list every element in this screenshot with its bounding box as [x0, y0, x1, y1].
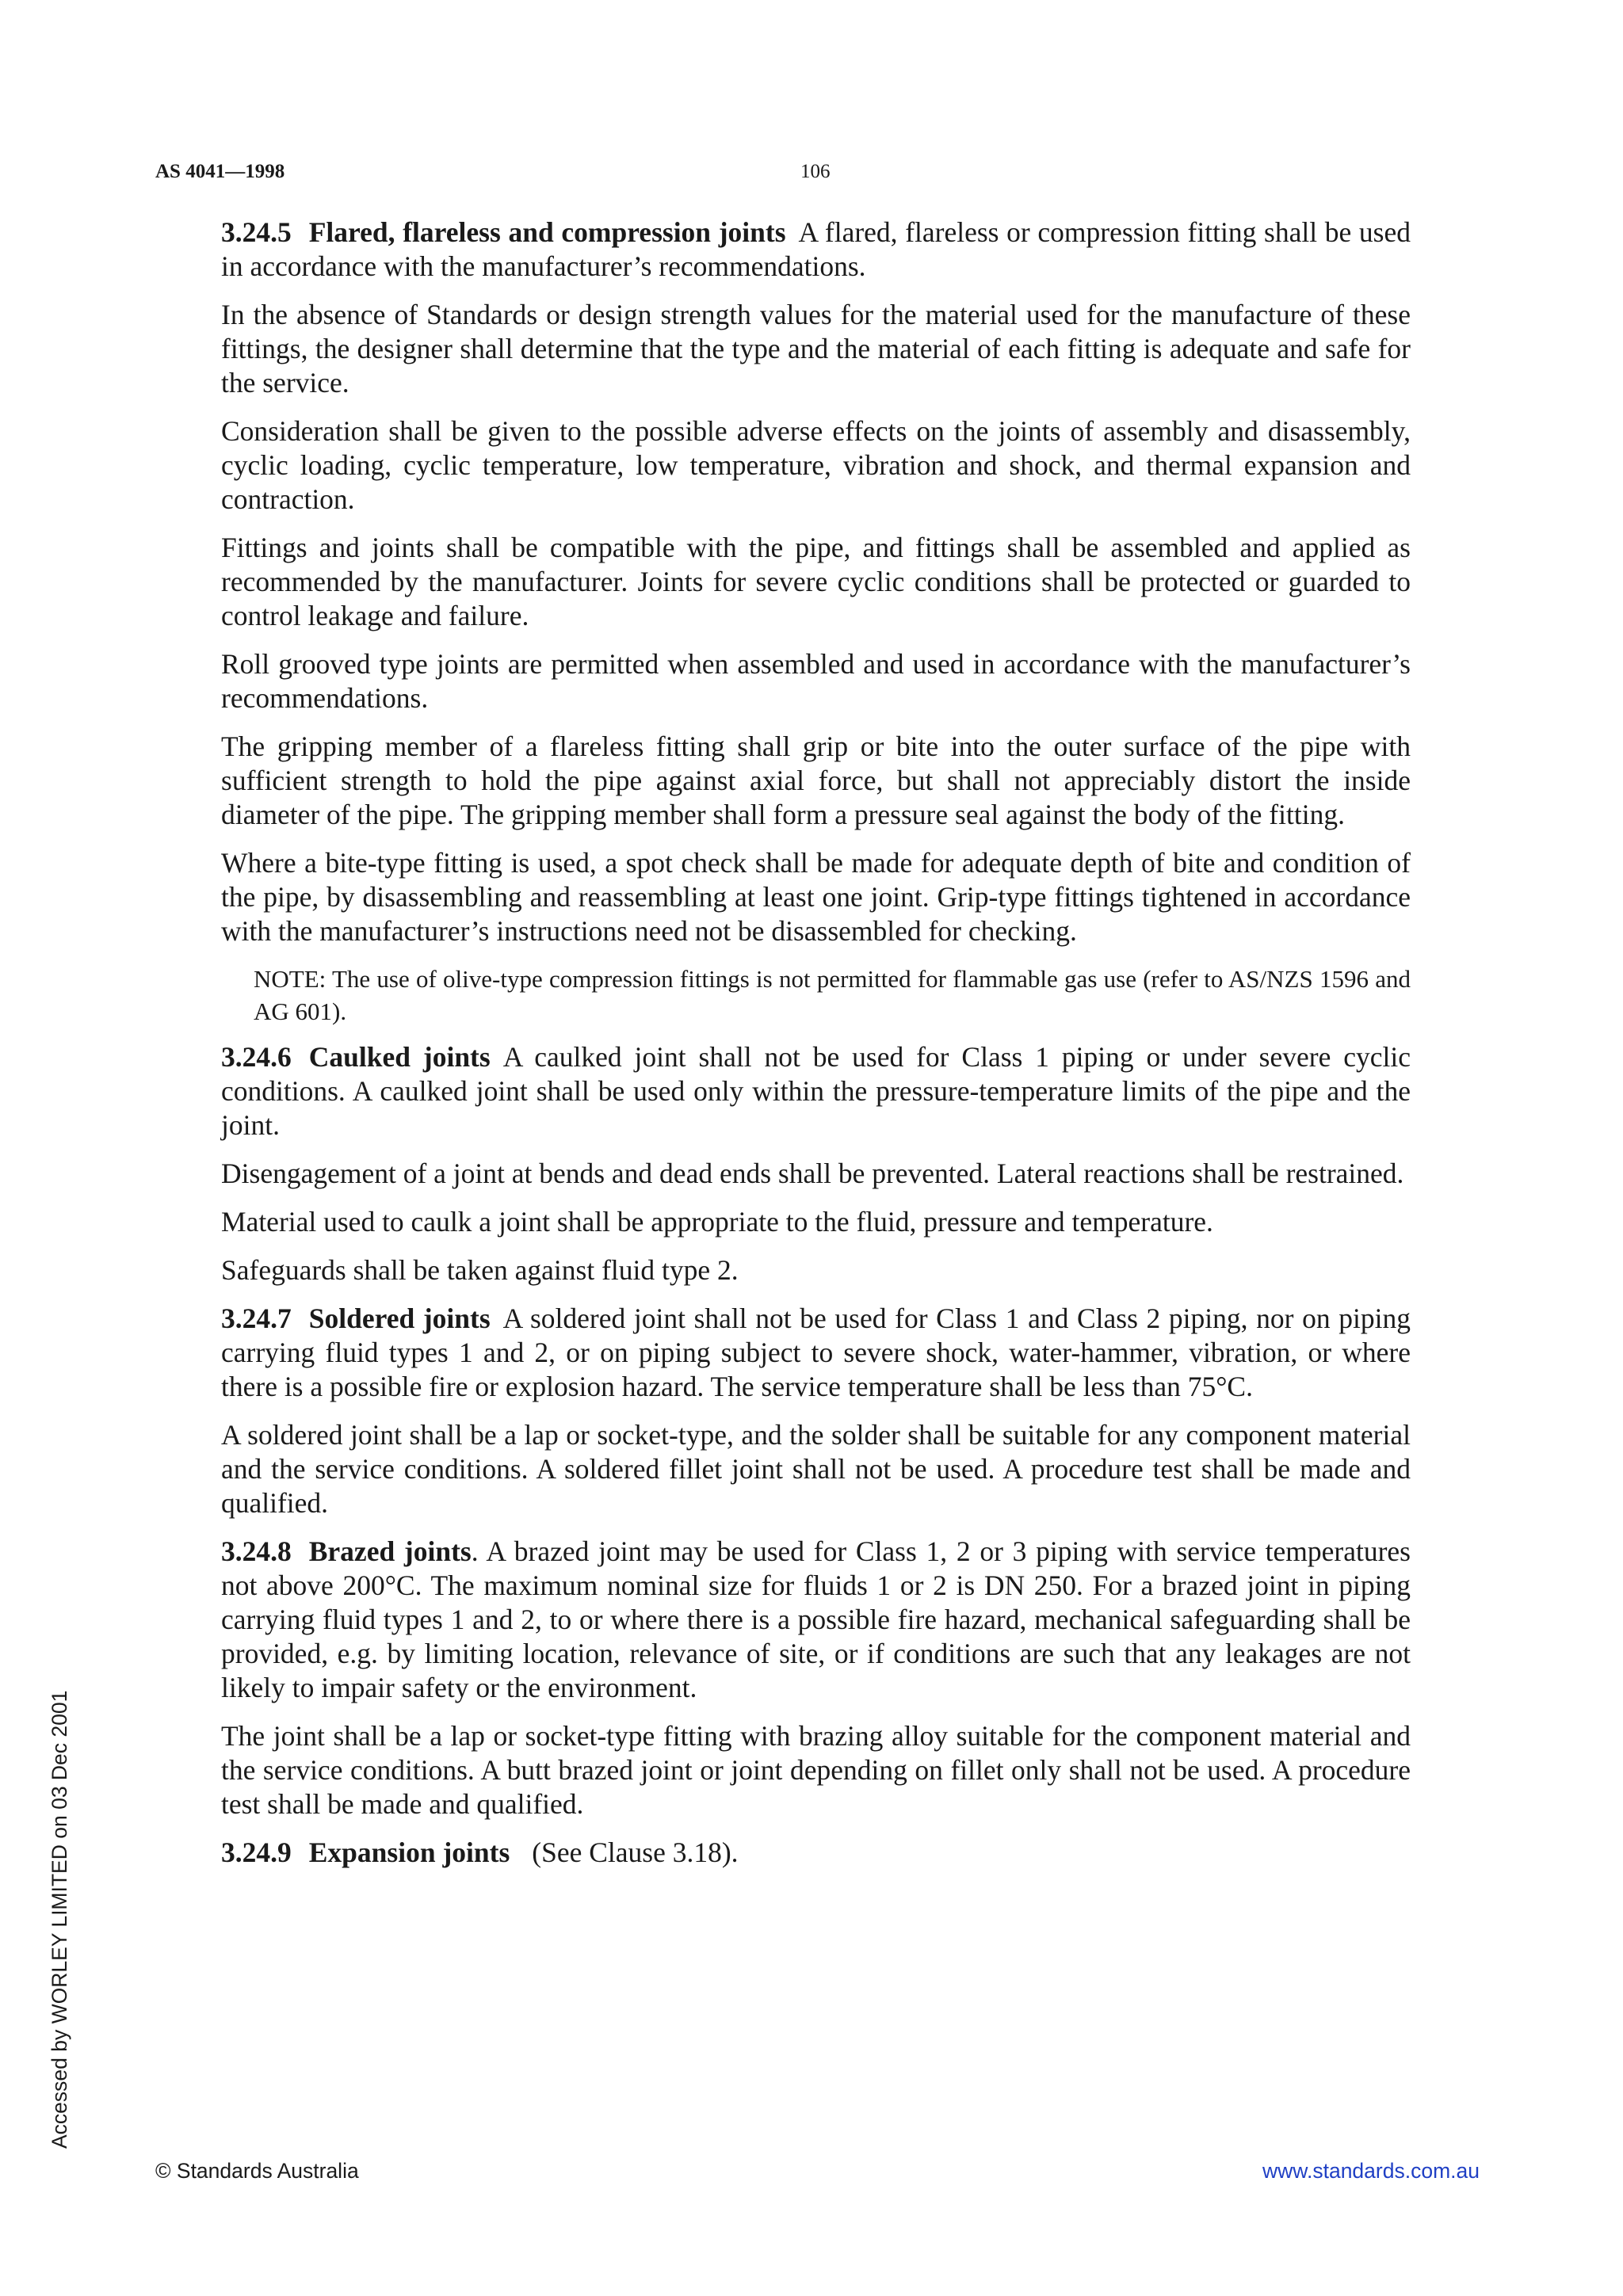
paragraph: Disengagement of a joint at bends and dead ends shall be prevented. Lateral reactions shall be restrained.	[221, 1158, 1404, 1189]
paragraph: Consideration shall be given to the possible adverse effects on the joints of assembly and disassembly, cyclic loading, cyclic temperature, low temperature, vibration and shock, and thermal expansion and contraction.	[221, 415, 1411, 515]
note: NOTE: The use of olive-type compression fittings is not permitted for flammable gas use (refer to AS/NZS 1596 and AG 601).	[254, 965, 1411, 1025]
clause-3-24-7-intro	[221, 1302, 1411, 1404]
paragraph: The joint shall be a lap or socket-type fitting with brazing alloy suitable for the component material and the service conditions. A butt brazed joint or joint depending on fillet only shall not be used. A procedure test shall be made and qualified.	[221, 1720, 1411, 1820]
paragraph: Where a bite-type fitting is used, a spot check shall be made for adequate depth of bite and condition of the pipe, by disassembling and reassembling at least one joint. Grip-type fittings tightened in accordance with the manufacturer’s instructions need not be disassembled for checking.	[221, 847, 1411, 947]
paragraph: Roll grooved type joints are permitted when assembled and used in accordance with the manufacturer’s recommendations.	[221, 648, 1411, 714]
clause-3-24-8-intro	[221, 1535, 1411, 1705]
page-body	[221, 215, 1411, 1884]
clause-number: 3.24.8	[221, 1535, 292, 1567]
document-code: AS 4041—1998	[155, 161, 285, 182]
clause-number: 3.24.7	[221, 1302, 292, 1334]
clause-text: A caulked joint shall not be used for Class 1 piping or under severe cyclic conditions. A caulked joint shall be used only within the pressure-temperature limits of the pipe and the joint.	[221, 1041, 1411, 1141]
paragraph: The gripping member of a flareless fitting shall grip or bite into the outer surface of the pipe with sufficient strength to hold the pipe against axial force, but shall not appreciably distort the inside diameter of the pipe. The gripping member shall form a pressure seal against the body of the fitting.	[221, 730, 1411, 830]
footer-copyright: © Standards Australia	[155, 2159, 359, 2183]
paragraph: Safeguards shall be taken against fluid type 2.	[221, 1254, 739, 1286]
clause-title: Flared, flareless and compression joints	[308, 216, 786, 248]
clause-text: A soldered joint shall not be used for Class 1 and Class 2 piping, nor on piping carrying fluid types 1 and 2, or on piping subject to severe shock, water-hammer, vibration, or where there is a possible fire or explosion hazard. The service temperature shall be less than 75°C.	[221, 1302, 1411, 1402]
paragraph: In the absence of Standards or design strength values for the material used for the manufacture of these fittings, the designer shall determine that the type and the material of each fitting is adequate and safe for the service.	[221, 299, 1411, 399]
page-number: 106	[800, 161, 831, 182]
clause-title: Expansion joints	[308, 1836, 510, 1868]
clause-title: Soldered joints	[308, 1302, 491, 1334]
clause-3-24-6-intro	[221, 1040, 1411, 1142]
paragraph: Material used to caulk a joint shall be appropriate to the fluid, pressure and temperature.	[221, 1206, 1213, 1238]
access-watermark: Accessed by WORLEY LIMITED on 03 Dec 2001	[48, 1690, 71, 2149]
clause-number: 3.24.5	[221, 216, 292, 248]
footer-website-link[interactable]: www.standards.com.au	[1262, 2159, 1480, 2183]
clause-number: 3.24.6	[221, 1041, 292, 1073]
paragraph: Fittings and joints shall be compatible with the pipe, and fittings shall be assembled and applied as recommended by the manufacturer. Joints for severe cyclic conditions shall be protected or guarded to control leakage and failure.	[221, 532, 1411, 631]
clause-3-24-9-intro	[221, 1836, 1411, 1870]
clause-text: . A brazed joint may be used for Class 1, 2 or 3 piping with service temperatures not above 200°C. The maximum nominal size for fluids 1 or 2 is DN 250. For a brazed joint in piping carrying fluid types 1 and 2, to or where there is a possible fire hazard, mechanical safeguarding shall be provided, e.g. by limiting location, relevance of site, or if conditions are such that any leakages are not likely to impair safety or the environment.	[221, 1535, 1411, 1703]
clause-text: (See Clause 3.18).	[532, 1836, 739, 1868]
clause-number: 3.24.9	[221, 1836, 292, 1868]
clause-text: A flared, flareless or compression fitting shall be used in accordance with the manufacturer’s recommendations.	[221, 216, 1411, 282]
clause-title: Brazed joints	[308, 1535, 472, 1567]
clause-3-24-5-intro	[221, 215, 1411, 284]
paragraph: A soldered joint shall be a lap or socket-type, and the solder shall be suitable for any component material and the service conditions. A soldered fillet joint shall not be used. A procedure test shall be made and qualified.	[221, 1419, 1411, 1519]
clause-title: Caulked joints	[308, 1041, 491, 1073]
